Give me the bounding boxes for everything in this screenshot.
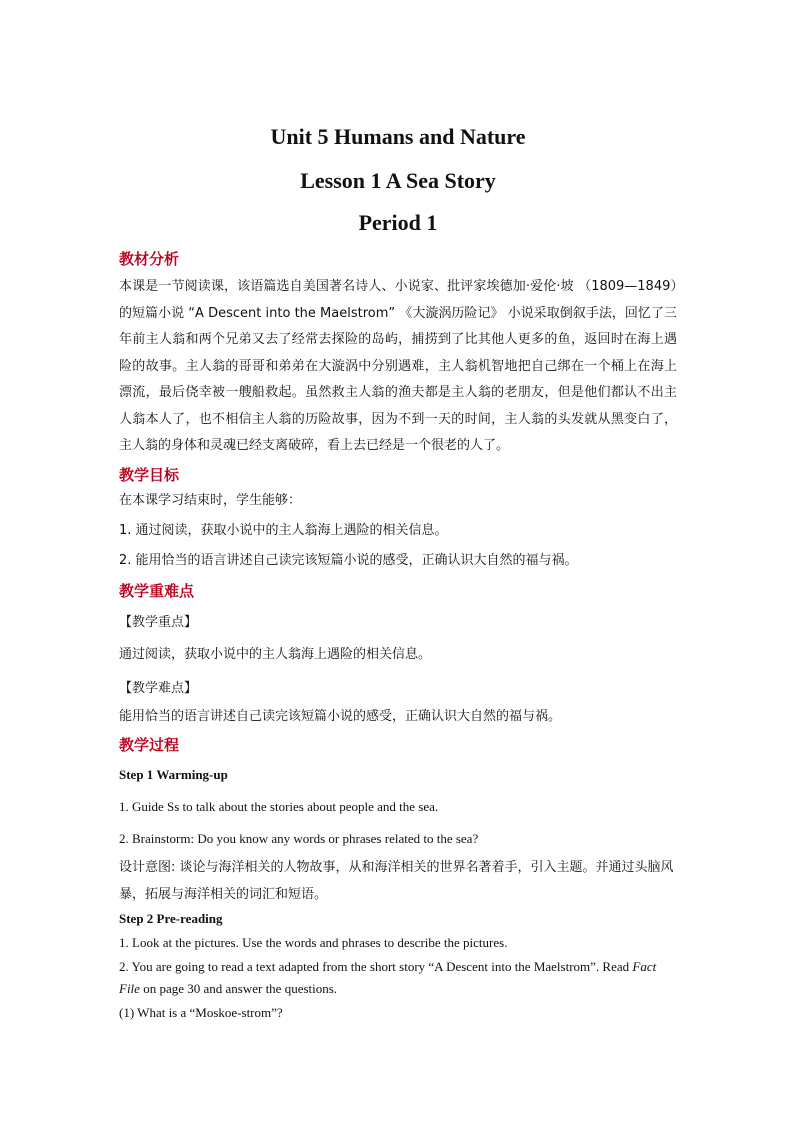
step1-item: 1. Guide Ss to talk about the stories about people and the sea. [119, 798, 439, 814]
step2-item [119, 956, 677, 1000]
step2-title: Step 2 Pre-reading [119, 910, 223, 926]
fact-file-reference: Fact File [119, 958, 657, 996]
period-title: Period 1 [358, 210, 438, 235]
difficulty-label: 【教学难点】 [119, 680, 198, 696]
objective-item: 1. 通过阅读，获取小说中的主人翁海上遇险的相关信息。 [119, 522, 448, 538]
lesson-title: Lesson 1 A Sea Story [300, 168, 496, 193]
difficulty-text: 能用恰当的语言讲述自己读完该短篇小说的感受，正确认识大自然的福与祸。 [119, 708, 562, 724]
analysis-text: 本课是一节阅读课，该语篇选自美国著名诗人、小说家、批评家埃德加·爱伦·坡 （1809—1849）的短篇小说 “A Descent into the Maelstrom” 《大漩涡历险记》 小说采取倒叙手法，回忆了三年前主人翁和两个兄弟又去了经常去探险的岛屿，捕捞到了比其他人更多的鱼，返回时在海上遇险的故事。主人翁的哥哥和弟弟在大漩涡中分别遇难，主人翁机智地把自己绑在一个桶上在海上漂流，最后侥幸被一艘船救起。虽然救主人翁的渔夫都是主人翁的老朋友，但是他们都认不出主人翁本人了，也不相信主人翁的历险故事，因为不到一天的时间，主人翁的头发就从黑变白了，主人翁的身体和灵魂已经支离破碎，看上去已经是一个很老的人了。 [119, 279, 677, 453]
unit-title: Unit 5 Humans and Nature [270, 124, 526, 149]
step2-item2-start: 2. You are going to read a text adapted from the short story “A Descent into the Maelstrom”. Read [119, 958, 633, 974]
objectives-intro: 在本课学习结束时，学生能够： [119, 492, 302, 508]
objectives-heading: 教学目标 [119, 465, 180, 484]
focus-label: 【教学重点】 [119, 614, 198, 630]
analysis-heading: 教材分析 [119, 250, 180, 268]
step1-design-note: 设计意图: 谈论与海洋相关的人物故事，从和海洋相关的世界名著着手，引入主题。并通过头脑风暴，拓展与海洋相关的词汇和短语。 [119, 859, 674, 902]
step1-title: Step 1 Warming-up [119, 766, 228, 782]
focus-text: 通过阅读，获取小说中的主人翁海上遇险的相关信息。 [119, 646, 432, 662]
document-content [119, 120, 677, 1024]
step1-item: 2. Brainstorm: Do you know any words or phrases related to the sea? [119, 830, 479, 846]
keypoints-heading: 教学重难点 [119, 581, 195, 600]
step2-item2-end: on page 30 and answer the questions. [139, 980, 338, 996]
step2-item: 1. Look at the pictures. Use the words and phrases to describe the pictures. [119, 934, 508, 950]
process-heading: 教学过程 [119, 735, 180, 754]
step2-question: (1) What is a “Moskoe-strom”? [119, 1004, 283, 1020]
objective-item: 2. 能用恰当的语言讲述自己读完该短篇小说的感受，正确认识大自然的福与祸。 [119, 552, 578, 568]
